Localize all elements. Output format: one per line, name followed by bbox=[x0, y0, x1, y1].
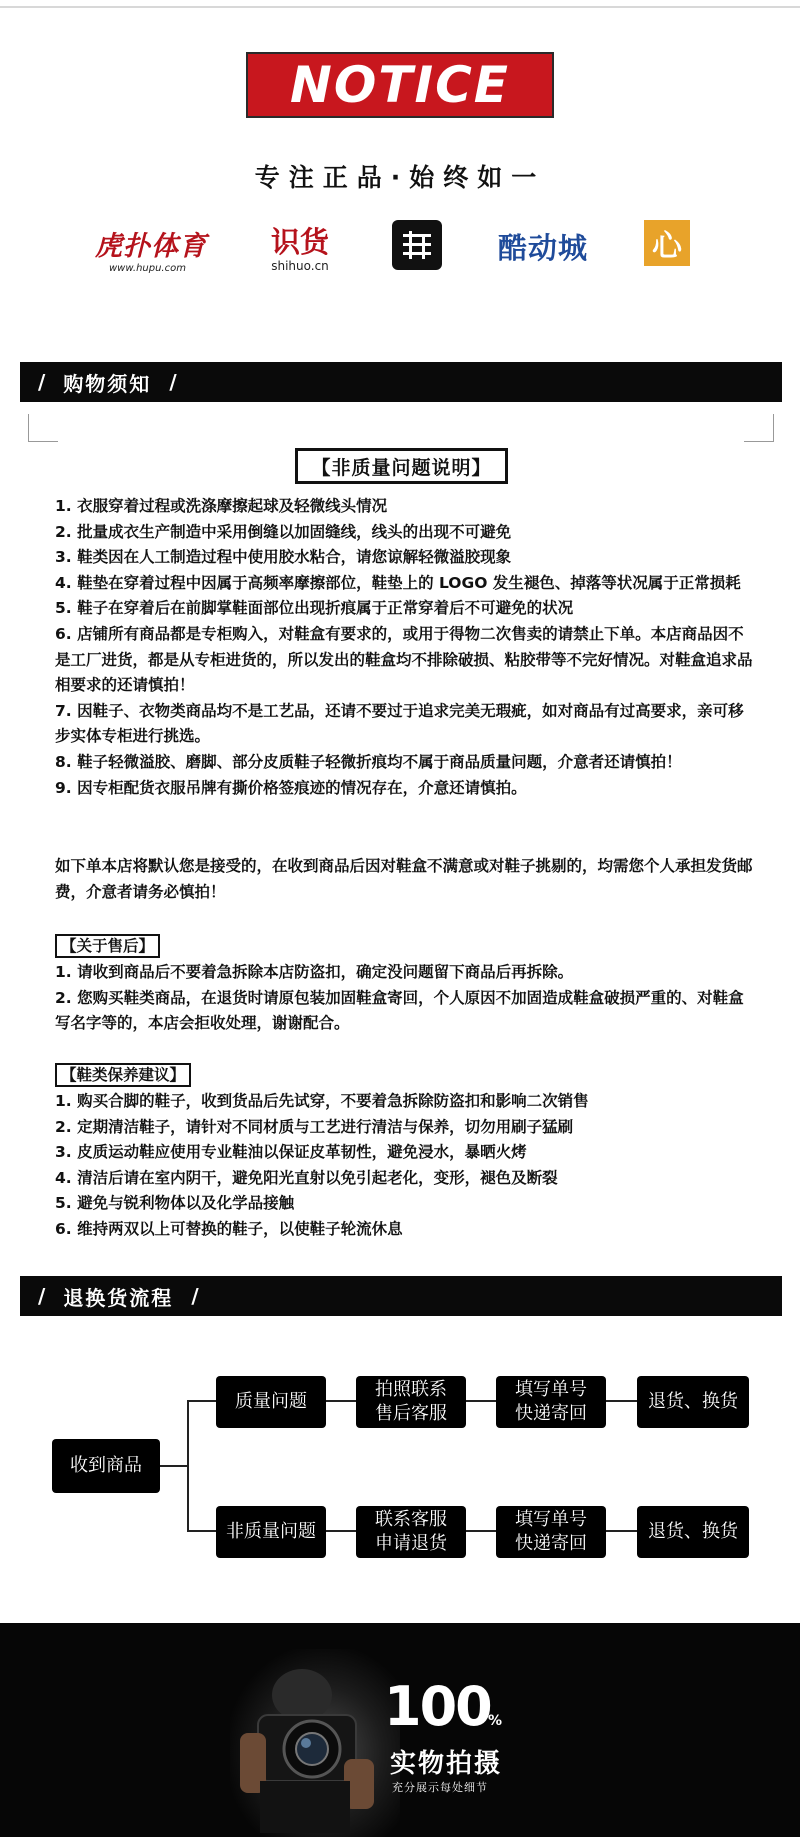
section-bar-return-process bbox=[20, 1276, 782, 1316]
notice-title: NOTICE bbox=[290, 56, 510, 114]
section-title: 退换货流程 bbox=[63, 1285, 174, 1310]
flow-non-quality-result: 退货、换货 bbox=[637, 1506, 749, 1558]
slogan: 专注正品·始终如一 bbox=[254, 163, 546, 192]
section-title: 购物须知 bbox=[63, 371, 152, 396]
node-line: 快递寄回 bbox=[515, 1403, 587, 1424]
connector-line bbox=[187, 1400, 217, 1402]
footer-number: 100 bbox=[384, 1675, 491, 1738]
footer-title: 实物拍摄 bbox=[390, 1749, 503, 1779]
flow-quality-result: 退货、换货 bbox=[637, 1376, 749, 1428]
slash-right: / bbox=[191, 1284, 199, 1308]
hupu-logo bbox=[95, 224, 215, 274]
camera-icon bbox=[240, 1663, 380, 1833]
footer-percent: % bbox=[488, 1713, 503, 1729]
corner-mark-right bbox=[744, 414, 774, 442]
list-item: 5. 避免与锐利物体以及化学品接触 bbox=[55, 1194, 295, 1213]
list-item: 1. 衣服穿着过程或洗涤摩擦起球及轻微线头情况 bbox=[55, 497, 388, 515]
list-item: 1. 购买合脚的鞋子，收到货品后先试穿，不要着急拆除防盗扣和影响二次销售 bbox=[55, 1092, 589, 1110]
real-photo-footer bbox=[0, 1623, 800, 1837]
after-sale-list bbox=[55, 960, 755, 1037]
care-list bbox=[55, 1089, 755, 1243]
flow-non-quality-branch: 非质量问题 bbox=[216, 1506, 326, 1558]
bb-logo-icon bbox=[392, 220, 442, 270]
list-item: 4. 清洁后请在室内阴干，避免阳光直射以免引起老化，变形，褪色及断裂 bbox=[55, 1168, 558, 1187]
flow-start-node: 收到商品 bbox=[52, 1439, 160, 1493]
flow-quality-step2 bbox=[496, 1376, 606, 1428]
after-sale-tag: 【关于售后】 bbox=[55, 934, 160, 958]
node-line: 售后客服 bbox=[375, 1403, 447, 1424]
node-line: 联系客服 bbox=[375, 1509, 447, 1530]
footer-subtitle: 充分展示每处细节 bbox=[392, 1781, 488, 1794]
list-item: 9. 因专柜配货衣服吊牌有撕价格签痕迹的情况存在，介意还请慎拍。 bbox=[55, 778, 527, 797]
flow-non-quality-step2 bbox=[496, 1506, 606, 1558]
default-acceptance-note: 如下单本店将默认您是接受的，在收到商品后因对鞋盒不满意或对鞋子挑剔的，均需您个人承担发货邮费，介意者请务必慎拍！ bbox=[55, 857, 753, 901]
list-item: 6. 店铺所有商品都是专柜购入，对鞋盒有要求的，或用于得物二次售卖的请禁止下单。本店商品因不是工厂进货，都是从专柜进货的，所以发出的鞋盒均不排除破损、粘胶带等不完好情况。对鞋盒追求品相要求的还请慎拍！ bbox=[55, 624, 753, 695]
non-quality-list bbox=[55, 494, 755, 801]
top-divider bbox=[0, 6, 800, 8]
connector-line bbox=[465, 1530, 497, 1532]
kudong-name: 酷动城 bbox=[498, 231, 589, 265]
list-item: 2. 批量成衣生产制造中采用倒缝以加固缝线，线头的出现不可避免 bbox=[55, 522, 512, 541]
return-flow-chart bbox=[0, 1330, 800, 1600]
flow-non-quality-step1 bbox=[356, 1506, 466, 1558]
node-line: 申请退货 bbox=[375, 1533, 447, 1554]
shihuo-url: shihuo.cn bbox=[271, 259, 329, 273]
care-tag: 【鞋类保养建议】 bbox=[55, 1063, 191, 1087]
flow-quality-step1 bbox=[356, 1376, 466, 1428]
notice-banner bbox=[246, 52, 554, 118]
connector-line bbox=[325, 1530, 357, 1532]
list-item: 1. 请收到商品后不要着急拆除本店防盗扣，确定没问题留下商品后再拆除。 bbox=[55, 963, 574, 981]
connector-line bbox=[605, 1400, 638, 1402]
non-quality-heading: 【非质量问题说明】 bbox=[295, 448, 508, 484]
list-item: 8. 鞋子轻微溢胶、磨脚、部分皮质鞋子轻微折痕均不属于商品质量问题，介意者还请慎拍！ bbox=[55, 752, 682, 771]
shihuo-name: 识货 bbox=[270, 225, 329, 259]
xin-logo bbox=[644, 220, 690, 266]
connector-line bbox=[187, 1530, 217, 1532]
list-item: 2. 定期清洁鞋子，请针对不同材质与工艺进行清洁与保养，切勿用刷子猛刷 bbox=[55, 1117, 574, 1136]
slash-left: / bbox=[38, 1284, 46, 1308]
list-item: 3. 皮质运动鞋应使用专业鞋油以保证皮革韧性，避免浸水，暴晒火烤 bbox=[55, 1143, 527, 1162]
slash-left: / bbox=[38, 370, 46, 394]
brand-logos bbox=[0, 216, 800, 276]
slash-right: / bbox=[169, 370, 177, 394]
hupu-url: www.hupu.com bbox=[109, 263, 186, 274]
list-item: 2. 您购买鞋类商品，在退货时请原包装加固鞋盒寄回，个人原因不加固造成鞋盒破损严重的、对鞋盒写名字等的，本店会拒收处理，谢谢配合。 bbox=[55, 988, 744, 1033]
list-item: 6. 维持两双以上可替换的鞋子，以使鞋子轮流休息 bbox=[55, 1219, 403, 1238]
flow-quality-branch: 质量问题 bbox=[216, 1376, 326, 1428]
corner-mark-left bbox=[28, 414, 58, 442]
connector-line bbox=[187, 1400, 189, 1532]
list-item: 4. 鞋垫在穿着过程中因属于高频率摩擦部位，鞋垫上的 LOGO 发生褪色、掉落等状况属于正常损耗 bbox=[55, 573, 741, 592]
hupu-name: 虎扑体育 bbox=[95, 231, 207, 262]
list-item: 7. 因鞋子、衣物类商品均不是工艺品，还请不要过于追求完美无瑕疵，如对商品有过高要求，亲可移步实体专柜进行挑选。 bbox=[55, 701, 744, 746]
connector-line bbox=[325, 1400, 357, 1402]
node-line: 填写单号 bbox=[515, 1509, 587, 1530]
connector-line bbox=[160, 1465, 188, 1467]
kudong-logo bbox=[498, 226, 608, 266]
node-line: 快递寄回 bbox=[515, 1533, 587, 1554]
node-line: 填写单号 bbox=[515, 1379, 587, 1400]
connector-line bbox=[605, 1530, 638, 1532]
xin-name: 心 bbox=[652, 229, 682, 264]
node-line: 拍照联系 bbox=[375, 1379, 447, 1400]
section-bar-shopping-notice bbox=[20, 362, 782, 402]
shihuo-logo bbox=[265, 220, 335, 274]
list-item: 3. 鞋类因在人工制造过程中使用胶水粘合，请您谅解轻微溢胶现象 bbox=[55, 548, 512, 567]
list-item: 5. 鞋子在穿着后在前脚掌鞋面部位出现折痕属于正常穿着后不可避免的状况 bbox=[55, 599, 574, 618]
connector-line bbox=[465, 1400, 497, 1402]
